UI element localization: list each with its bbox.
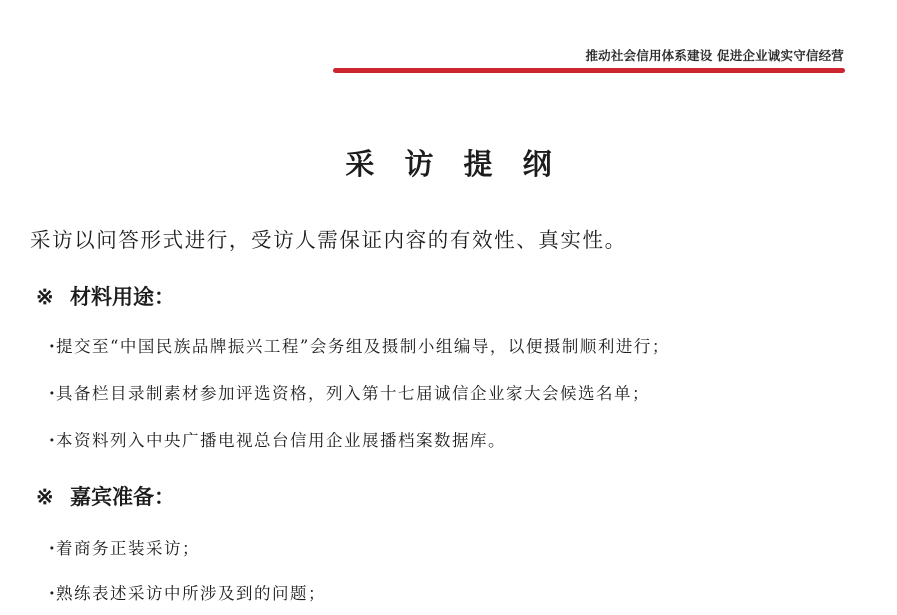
reference-mark-icon: ※	[36, 284, 54, 309]
list-item-text: 本资料列入中央广播电视总台信用企业展播档案数据库。	[56, 431, 506, 450]
list-item	[49, 580, 326, 604]
section-heading-guest-preparation	[36, 481, 175, 511]
section-heading-text: 嘉宾准备：	[70, 484, 175, 509]
bullet-dot-icon: ·	[49, 584, 57, 603]
list-item-text: 具备栏目录制素材参加评选资格，列入第十七届诚信企业家大会候选名单；	[56, 384, 650, 403]
intro-paragraph: 采访以问答形式进行，受访人需保证内容的有效性、真实性。	[30, 228, 627, 252]
header-slogan: 推动社会信用体系建设 促进企业诚实守信经营	[585, 48, 844, 63]
bullet-dot-icon: ·	[49, 431, 57, 450]
list-item	[49, 535, 200, 559]
document-title: 采 访 提 纲	[345, 147, 562, 181]
list-item-text: 熟练表述采访中所涉及到的问题；	[56, 584, 326, 603]
list-item	[49, 333, 670, 357]
bullet-dot-icon: ·	[49, 337, 57, 356]
list-item-text: 着商务正装采访；	[56, 539, 200, 558]
header-red-rule	[333, 68, 845, 73]
bullet-dot-icon: ·	[49, 384, 57, 403]
section-heading-text: 材料用途：	[70, 284, 175, 309]
bullet-dot-icon: ·	[49, 539, 57, 558]
list-item-text: 提交至“中国民族品牌振兴工程”会务组及摄制小组编导，以便摄制顺利进行；	[56, 337, 670, 356]
section-heading-material-use	[36, 281, 175, 311]
list-item	[49, 427, 506, 451]
reference-mark-icon: ※	[36, 484, 54, 509]
list-item	[49, 380, 650, 404]
